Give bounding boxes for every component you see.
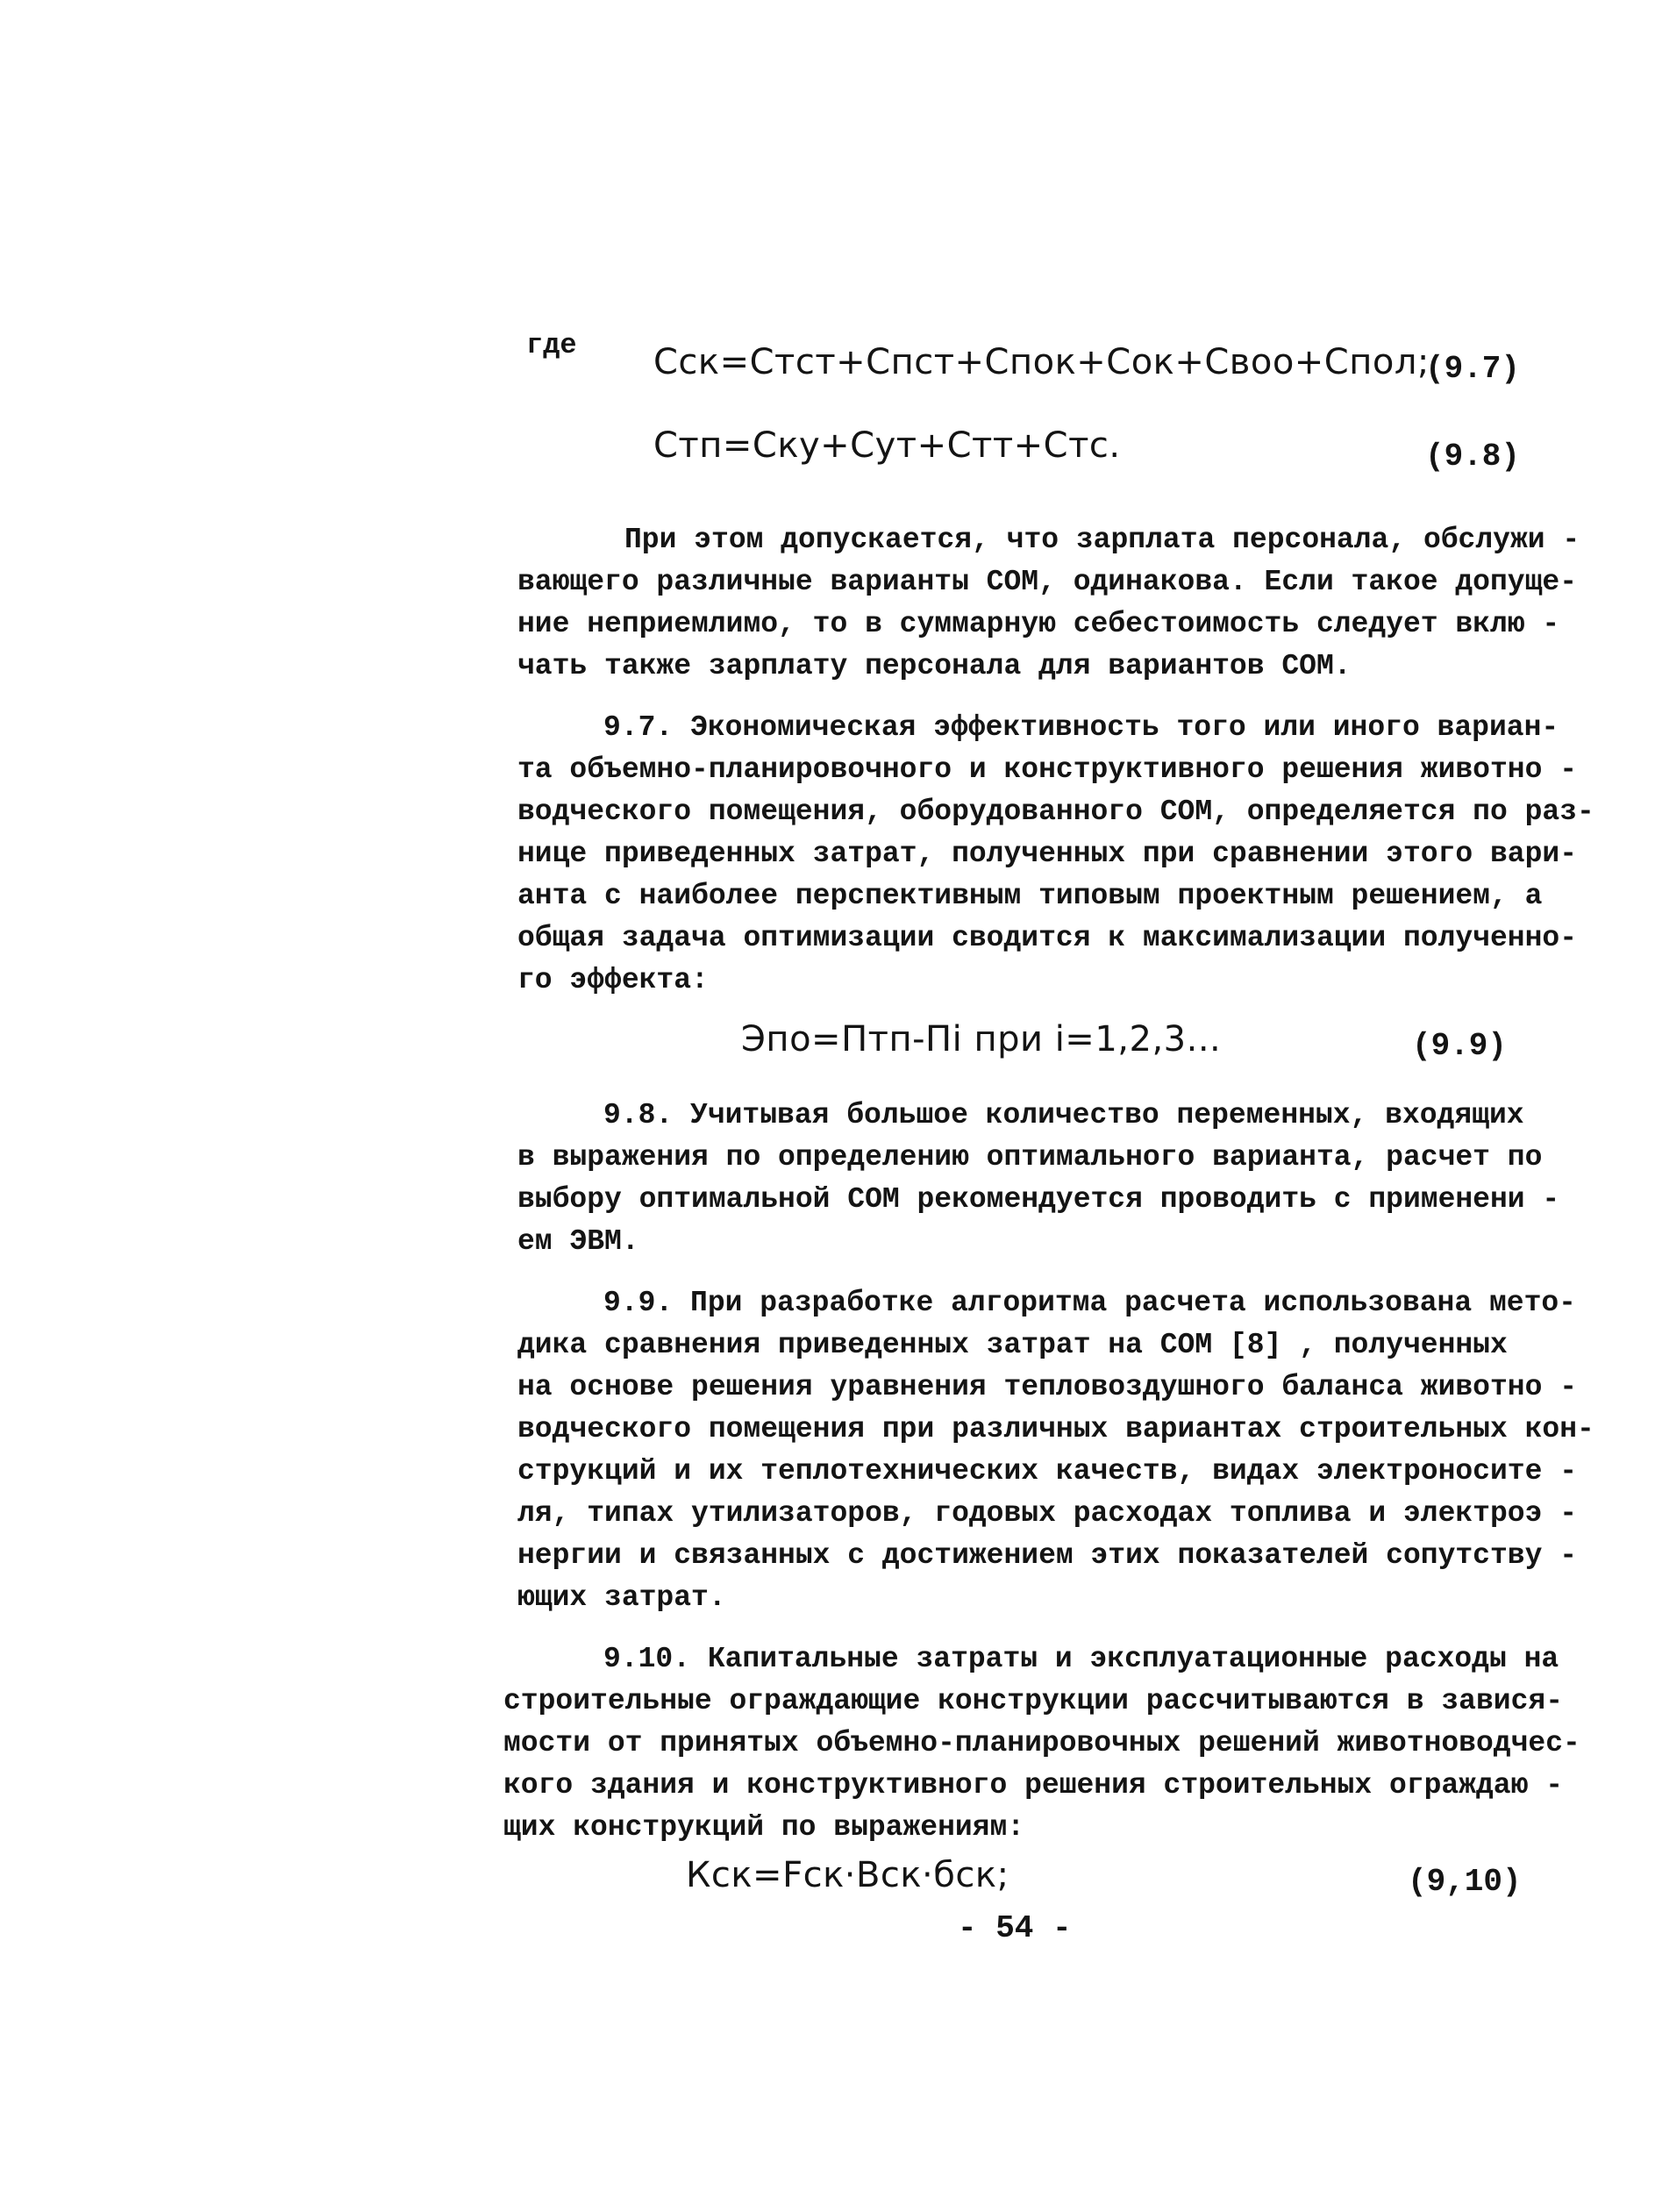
text-line: общая задача оптимизации сводится к максимализации полученно-	[517, 922, 1577, 954]
text-line: го эффекта:	[517, 964, 709, 996]
formula-9-7: Сск=Стст+Спст+Спок+Сок+Своо+Спол;	[653, 342, 1430, 382]
formula-9-9: Эпо=Птп-Пi при i=1,2,3...	[741, 1019, 1222, 1060]
text-line: 9.9. При разработке алгоритма расчета использована мето-	[603, 1287, 1576, 1319]
text-line: водческого помещения, оборудованного СОМ, определяется по раз-	[517, 796, 1594, 828]
text-line: нергии и связанных с достижением этих показателей сопутству -	[517, 1539, 1577, 1572]
equation-number-9-7: (9.7)	[1425, 351, 1521, 387]
text-line: выбору оптимальной СОМ рекомендуется проводить с применени -	[517, 1183, 1560, 1216]
text-line: дика сравнения приведенных затрат на СОМ [8] , полученных	[517, 1329, 1508, 1361]
page-number: - 54 -	[958, 1910, 1072, 1946]
text-line: в выражения по определению оптимального варианта, расчет по	[517, 1141, 1543, 1174]
text-line: водческого помещения при различных вариантах строительных кон-	[517, 1413, 1594, 1445]
text-line: 9.10. Капитальные затраты и эксплуатационные расходы на	[603, 1643, 1559, 1675]
text-line: та объемно-планировочного и конструктивного решения животно -	[517, 753, 1577, 786]
formula-9-10: Кск=Fск·Вск·бск;	[686, 1855, 1009, 1895]
formula-9-8: Стп=Ску+Сут+Стт+Стс.	[653, 425, 1121, 466]
text-line: ля, типах утилизаторов, годовых расходах топлива и электроэ -	[517, 1497, 1577, 1530]
text-line: ние неприемлимо, то в суммарную себестоимость следует вклю -	[517, 608, 1560, 640]
text-line: ем ЭВМ.	[517, 1225, 639, 1258]
text-line: струкций и их теплотехнических качеств, видах электроносите -	[517, 1455, 1577, 1488]
equation-number-9-9: (9.9)	[1412, 1028, 1508, 1064]
text-line: анта с наиболее перспективным типовым проектным решением, а	[517, 880, 1543, 912]
text-line: чать также зарплату персонала для вариантов СОМ.	[517, 650, 1352, 682]
text-line: мости от принятых объемно-планировочных решений животноводчес-	[503, 1727, 1580, 1759]
text-line: на основе решения уравнения тепловоздушного баланса животно -	[517, 1371, 1577, 1403]
text-line: вающего различные варианты СОМ, одинакова. Если такое допуще-	[517, 566, 1577, 598]
text-line: кого здания и конструктивного решения строительных ограждаю -	[503, 1769, 1563, 1802]
where-label: где	[526, 329, 577, 361]
text-line: нице приведенных затрат, полученных при сравнении этого вари-	[517, 838, 1577, 870]
text-line: щих конструкций по выражениям:	[503, 1811, 1025, 1844]
text-line: 9.8. Учитывая большое количество переменных, входящих	[603, 1099, 1524, 1131]
text-line: строительные ограждающие конструкции рассчитываются в завися-	[503, 1685, 1563, 1717]
text-line: ющих затрат.	[517, 1581, 726, 1614]
text-line: 9.7. Экономическая эффективность того или иного вариан-	[603, 711, 1559, 744]
text-line: При этом допускается, что зарплата персонала, обслужи -	[624, 524, 1580, 556]
equation-number-9-10: (9,10)	[1408, 1864, 1522, 1900]
equation-number-9-8: (9.8)	[1425, 439, 1521, 475]
